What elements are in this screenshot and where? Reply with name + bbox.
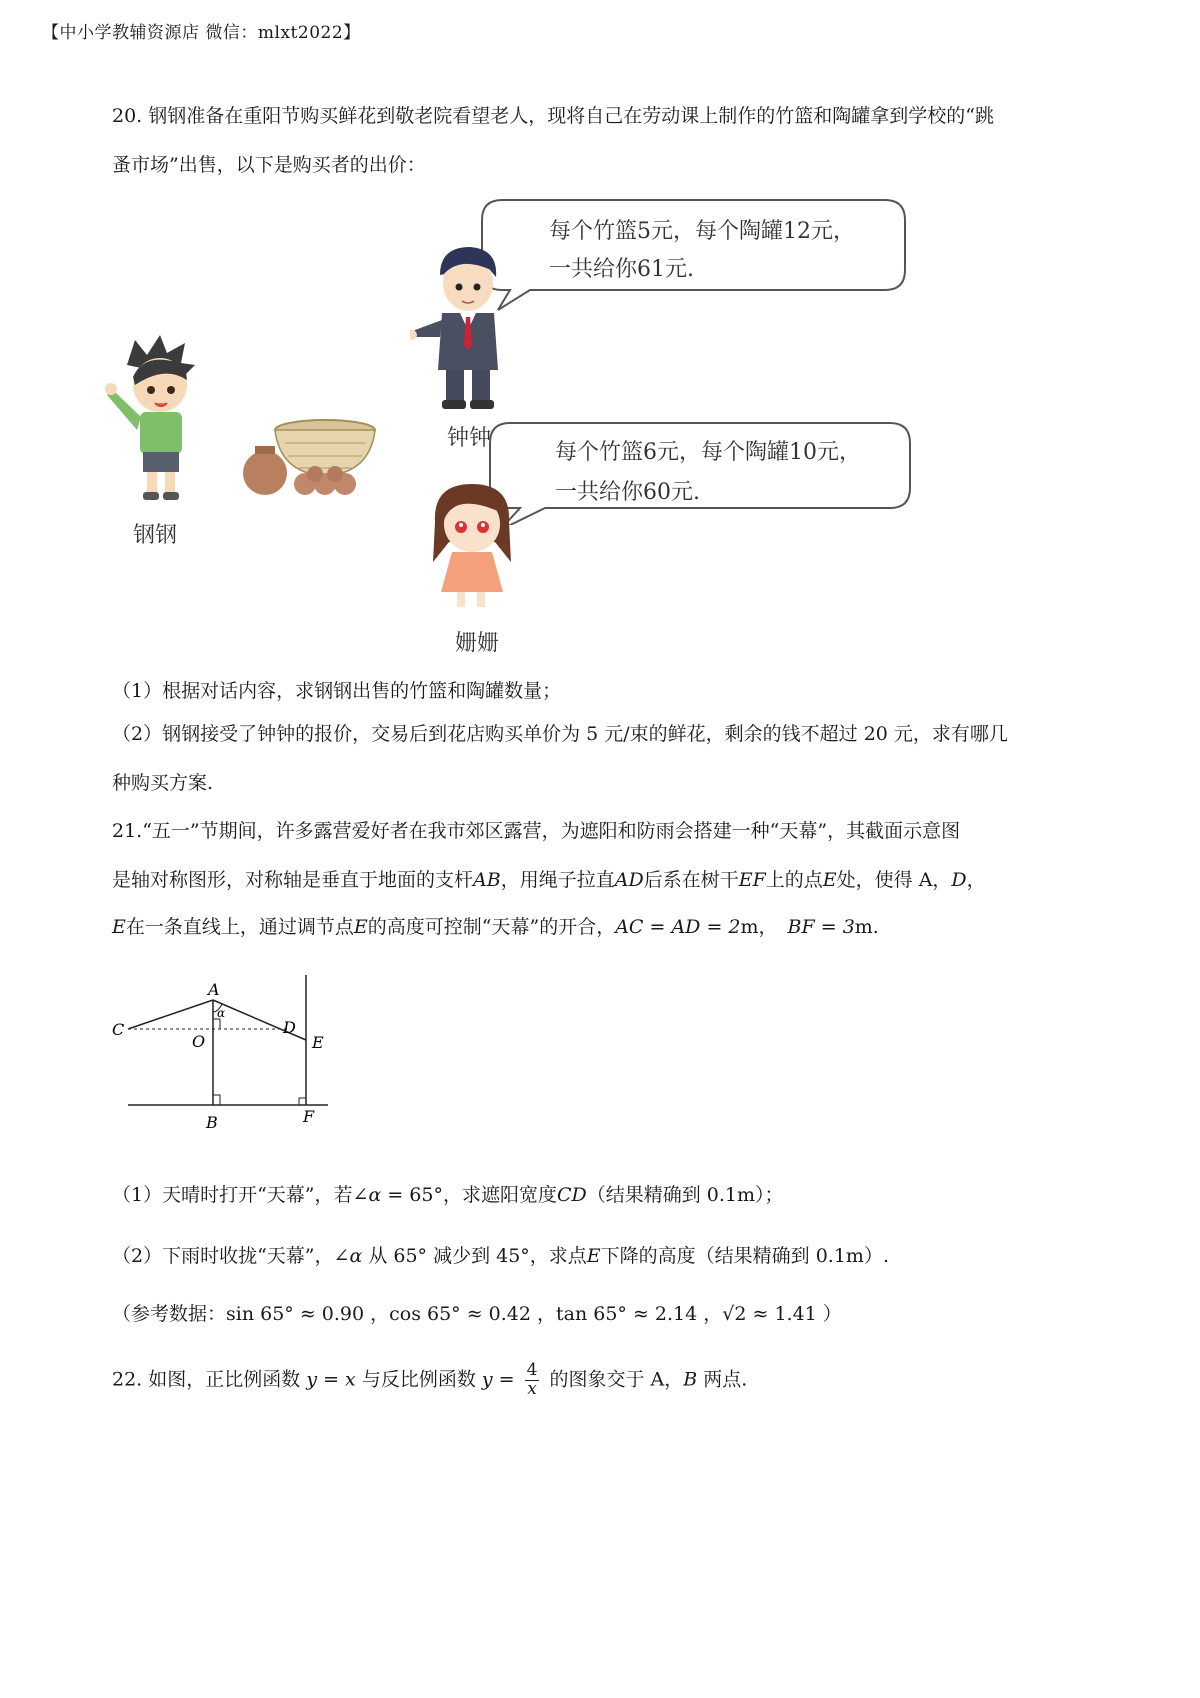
q20-part2-line2: 种购买方案. (112, 772, 214, 794)
label-B: B (206, 1113, 218, 1132)
basket-pots-illustration (240, 418, 380, 500)
label-D: D (283, 1018, 296, 1037)
name-shanshan: 姗姗 (455, 631, 500, 656)
q21-part2: （2）下雨时收拢“天幕”，∠α 从 65° 减少到 45°，求点E下降的高度（结果精确到 0.1m）. (112, 1245, 889, 1267)
q20-part1: （1）根据对话内容，求钢钢出售的竹篮和陶罐数量； (112, 680, 562, 702)
man-illustration (410, 245, 510, 420)
q21-part1: （1）天晴时打开“天幕”，若∠α = 65°，求遮阳宽度CD（结果精确到 0.1m）； (112, 1184, 784, 1206)
q22-line: 22. 如图，正比例函数 y = x 与反比例函数 y = $\frac{4}{x}$ 的图象交于 A，B 两点. (112, 1360, 748, 1399)
bubble2-line1: 每个竹篮6元，每个陶罐10元， (555, 440, 861, 465)
fraction-4-over-x: $\frac{4}{x}$ (526, 1360, 538, 1399)
label-C: C (112, 1020, 125, 1039)
label-O: O (192, 1032, 206, 1051)
label-F: F (303, 1107, 315, 1126)
label-E: E (312, 1033, 324, 1052)
q21-line1: 21.“五一”节期间，许多露营爱好者在我市郊区露营，为遮阳和防雨会搭建一种“天幕”，其截面示意图 (112, 820, 961, 842)
name-zhongzhong: 钟钟 (447, 426, 492, 451)
q20-line1: 20. 钢钢准备在重阳节购买鲜花到敬老院看望老人，现将自己在劳动课上制作的竹篮和陶罐拿到学校的“跳 (112, 105, 994, 127)
q21-line2: 是轴对称图形，对称轴是垂直于地面的支杆AB，用绳子拉直AD后系在树干EF上的点E处，使得 A，D， (112, 869, 986, 891)
name-gangang: 钢钢 (133, 523, 178, 548)
label-A: A (208, 980, 220, 999)
boy-illustration (105, 335, 205, 510)
q21-line3: E在一条直线上，通过调节点E的高度可控制“天幕”的开合，AC = AD = 2m， BF = 3m. (112, 916, 879, 938)
bubble1-line2: 一共给你61元. (549, 257, 694, 282)
label-alpha: α (217, 1006, 226, 1020)
girl-illustration (425, 482, 520, 612)
q21-reference-data: （参考数据：sin 65° ≈ 0.90 ，cos 65° ≈ 0.42 ，tan 65° ≈ 2.14 ，√2 ≈ 1.41 ） (112, 1303, 842, 1325)
bubble2-line2: 一共给你60元. (555, 480, 700, 505)
q20-line2: 蚤市场”出售，以下是购买者的出价： (112, 154, 426, 176)
bubble1-line1: 每个竹篮5元，每个陶罐12元， (549, 219, 855, 244)
page-header: 【中小学教辅资源店 微信：mlxt2022】 (42, 23, 361, 43)
q21-geometry-figure (110, 965, 340, 1145)
q20-part2-line1: （2）钢钢接受了钟钟的报价，交易后到花店购买单价为 5 元/束的鲜花，剩余的钱不超过 20 元，求有哪几 (112, 723, 1008, 745)
